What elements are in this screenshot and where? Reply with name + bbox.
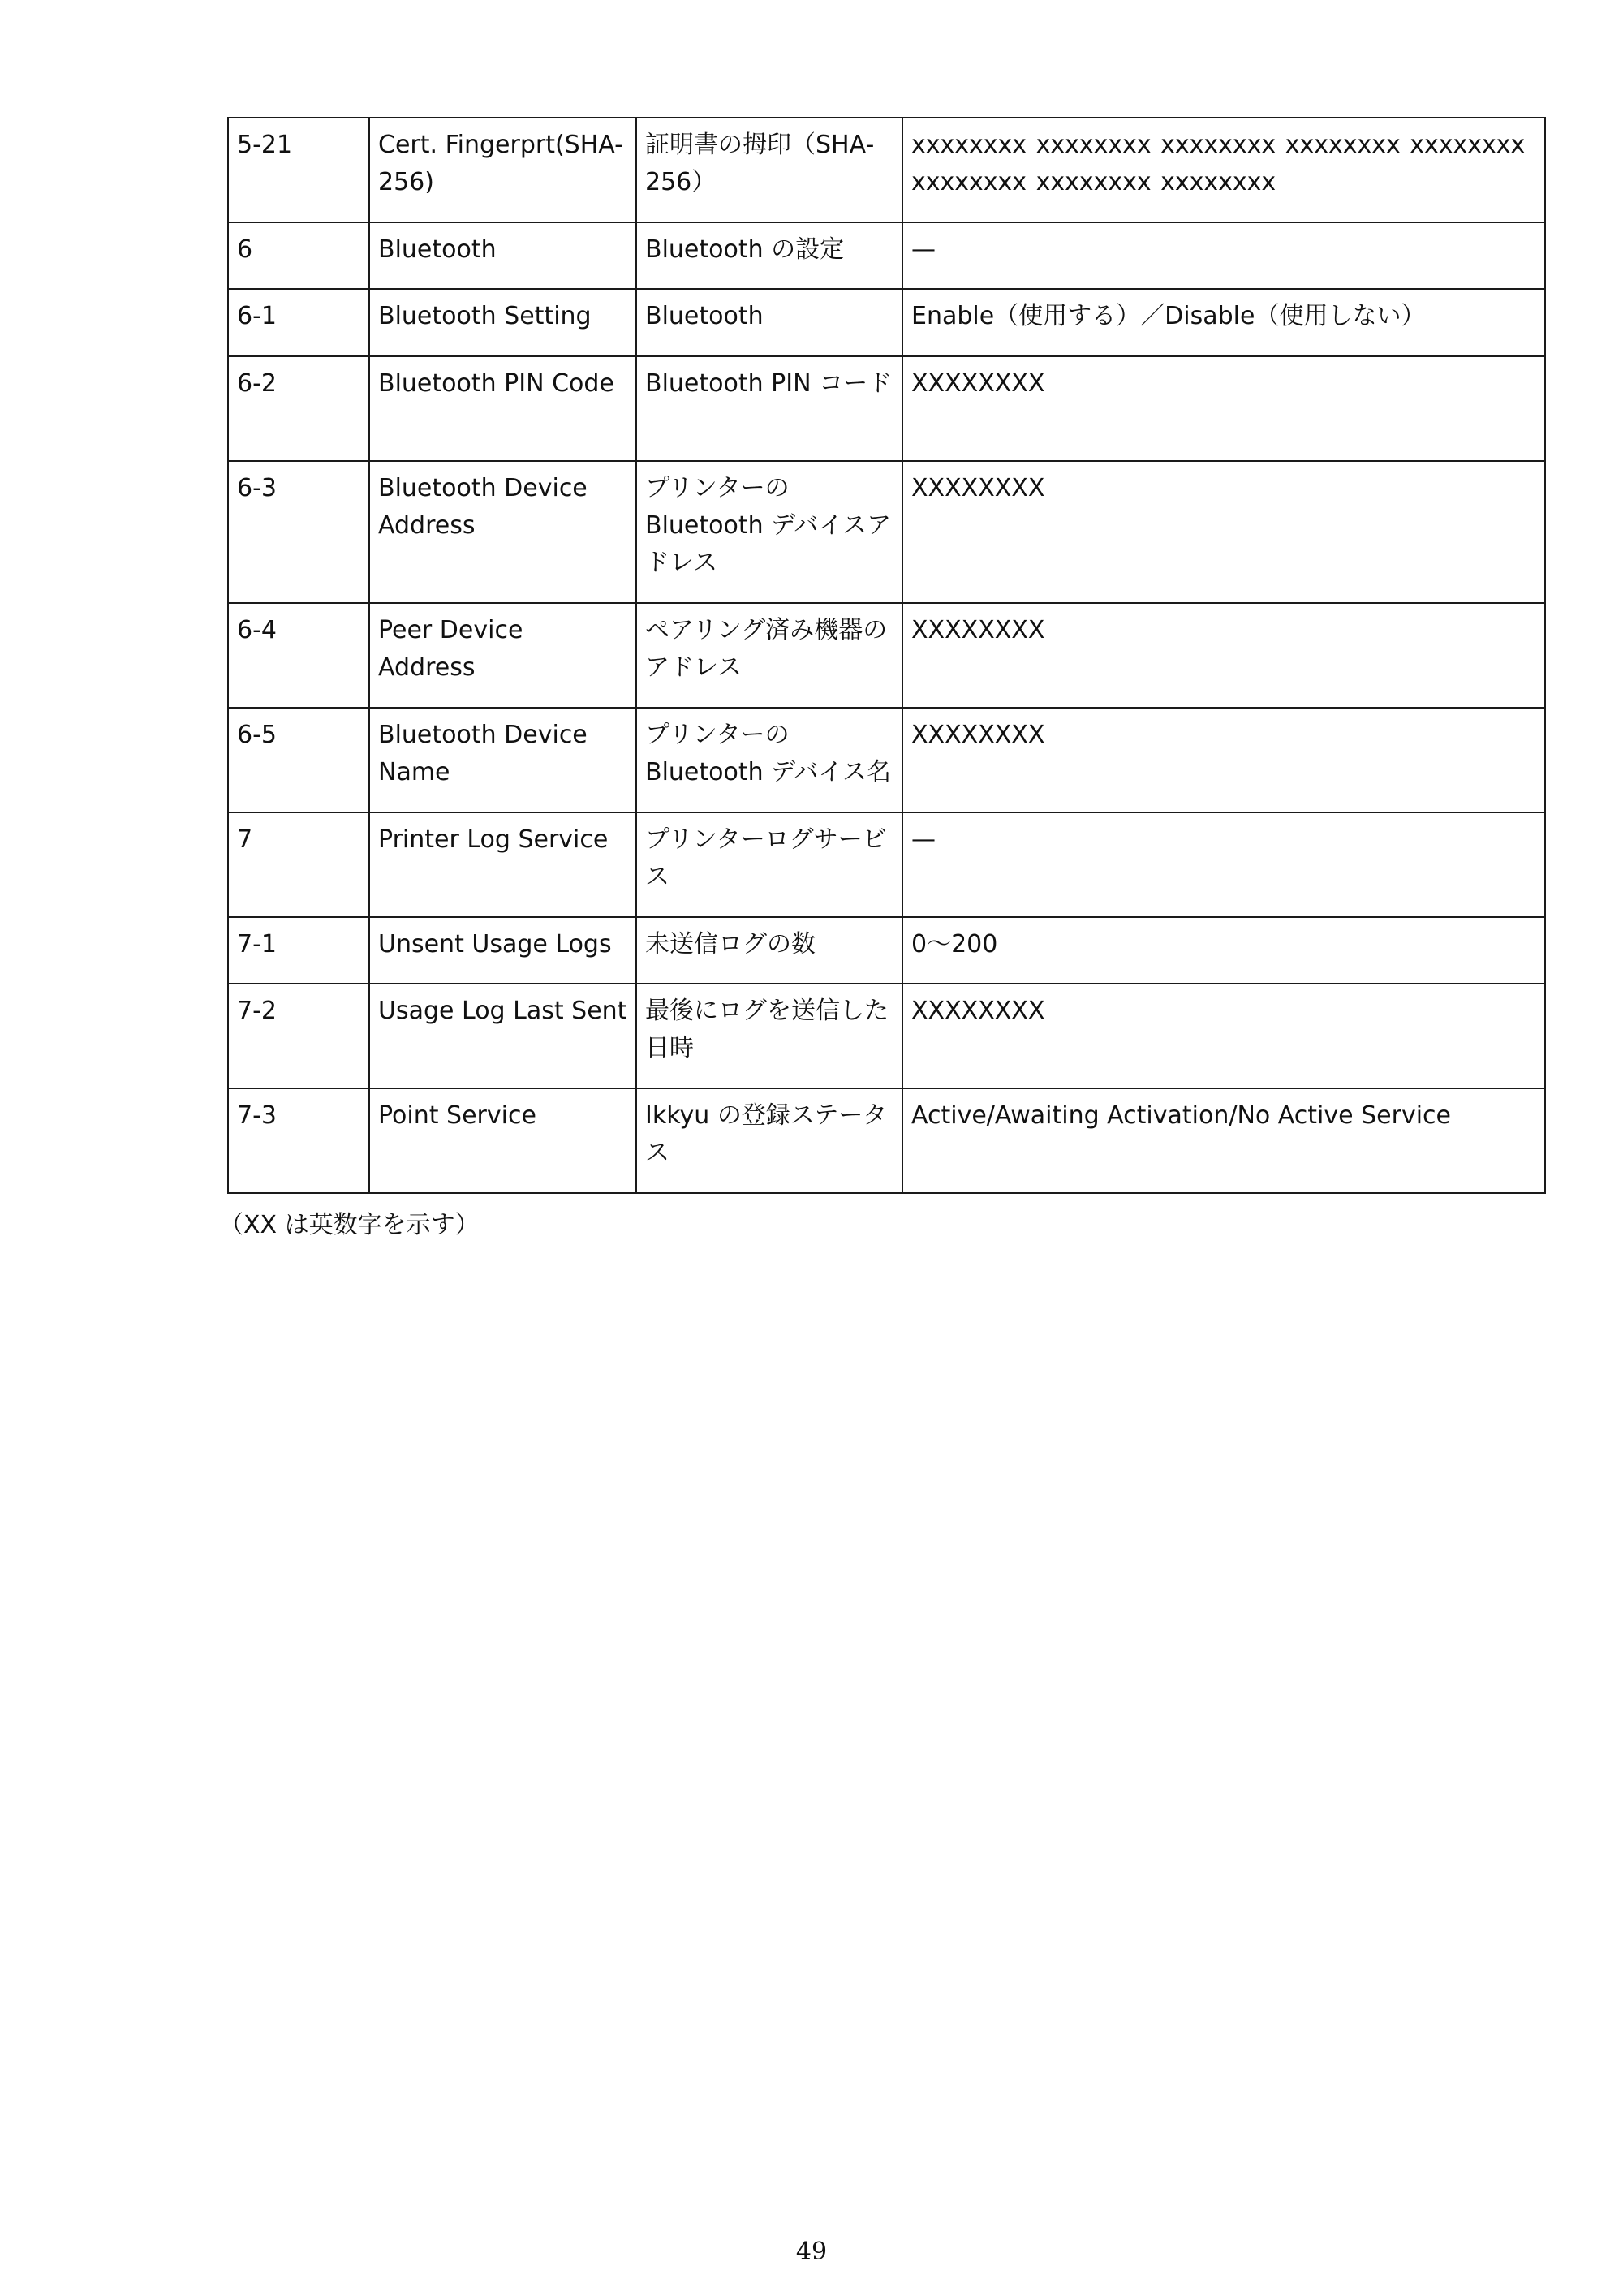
table-row [228, 222, 1545, 289]
item-number-cell: 7-3 [228, 1088, 369, 1193]
item-japanese-name-cell: プリンターの Bluetooth デバイスアドレス [636, 461, 902, 603]
item-english-name-cell: Unsent Usage Logs [369, 917, 636, 984]
item-japanese-name-cell: Bluetooth PIN コード [636, 356, 902, 461]
item-japanese-name-cell: 未送信ログの数 [636, 917, 902, 984]
page-number: 49 [795, 2238, 828, 2266]
item-english-name-cell: Bluetooth [369, 222, 636, 289]
item-value-cell: XXXXXXXX [902, 356, 1545, 461]
item-english-name-cell: Point Service [369, 1088, 636, 1193]
item-english-name-cell: Bluetooth Device Name [369, 708, 636, 812]
table-row [228, 461, 1545, 603]
item-english-name-cell: Printer Log Service [369, 812, 636, 917]
item-number-cell: 6-4 [228, 603, 369, 708]
item-english-name-cell: Bluetooth Device Address [369, 461, 636, 603]
item-japanese-name-cell: Bluetooth の設定 [636, 222, 902, 289]
item-value-cell: — [902, 222, 1545, 289]
item-japanese-name-cell: 最後にログを送信した日時 [636, 984, 902, 1088]
item-value-cell: XXXXXXXX [902, 461, 1545, 603]
item-japanese-name-cell: プリンターログサービス [636, 812, 902, 917]
item-value-cell: Active/Awaiting Activation/No Active Service [902, 1088, 1545, 1193]
item-english-name-cell: Cert. Fingerprt(SHA-256) [369, 118, 636, 222]
settings-table [227, 117, 1546, 1194]
table-row [228, 603, 1545, 708]
table-row [228, 356, 1545, 461]
item-english-name-cell: Bluetooth Setting [369, 289, 636, 356]
item-number-cell: 6-5 [228, 708, 369, 812]
table-row [228, 118, 1545, 222]
item-number-cell: 7-2 [228, 984, 369, 1088]
item-value-cell: XXXXXXXX [902, 984, 1545, 1088]
item-number-cell: 6-2 [228, 356, 369, 461]
item-number-cell: 6-1 [228, 289, 369, 356]
item-number-cell: 7 [228, 812, 369, 917]
table-row [228, 984, 1545, 1088]
item-english-name-cell: Usage Log Last Sent [369, 984, 636, 1088]
item-number-cell: 6 [228, 222, 369, 289]
item-value-cell: 0〜200 [902, 917, 1545, 984]
item-japanese-name-cell: Bluetooth [636, 289, 902, 356]
item-value-cell: xxxxxxxx xxxxxxxx xxxxxxxx xxxxxxxx xxxxxxxx xxxxxxxx xxxxxxxx xxxxxxxx [902, 118, 1545, 222]
item-value-cell: — [902, 812, 1545, 917]
item-number-cell: 5-21 [228, 118, 369, 222]
item-value-cell: Enable（使用する）／Disable（使用しない） [902, 289, 1545, 356]
item-value-cell: XXXXXXXX [902, 603, 1545, 708]
table-row [228, 917, 1545, 984]
table-row [228, 1088, 1545, 1193]
table-row [228, 812, 1545, 917]
item-japanese-name-cell: ペアリング済み機器のアドレス [636, 603, 902, 708]
item-japanese-name-cell: プリンターの Bluetooth デバイス名 [636, 708, 902, 812]
table-row [228, 708, 1545, 812]
item-japanese-name-cell: 証明書の拇印（SHA-256） [636, 118, 902, 222]
item-number-cell: 7-1 [228, 917, 369, 984]
item-english-name-cell: Bluetooth PIN Code [369, 356, 636, 461]
item-japanese-name-cell: Ikkyu の登録ステータス [636, 1088, 902, 1193]
item-value-cell: XXXXXXXX [902, 708, 1545, 812]
table-row [228, 289, 1545, 356]
item-number-cell: 6-3 [228, 461, 369, 603]
table-footnote: （XX は英数字を示す） [219, 1211, 480, 1239]
item-english-name-cell: Peer Device Address [369, 603, 636, 708]
